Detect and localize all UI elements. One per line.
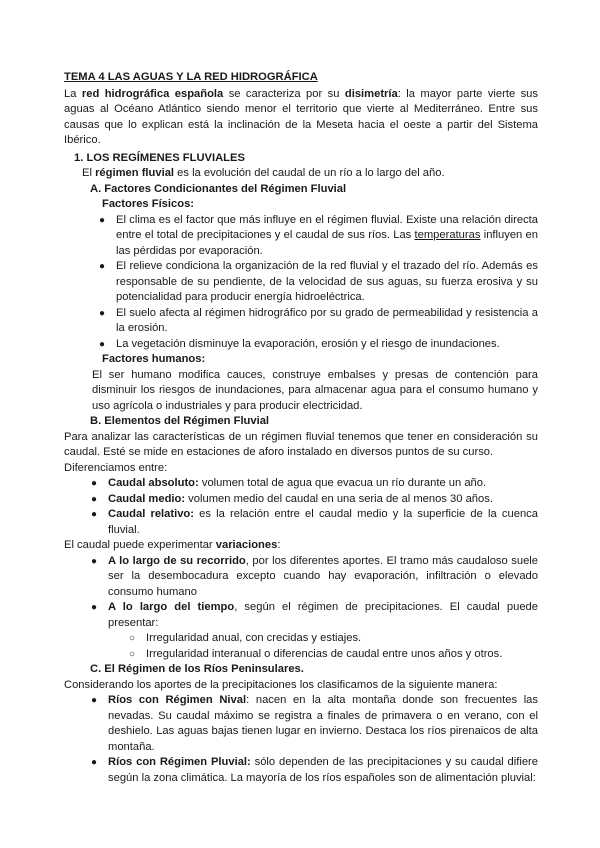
list-item: ● El suelo afecta al régimen hidrográfico por su grado de permeabilidad y resistencia a la erosión. — [99, 306, 538, 334]
list-item: ○ Irregularidad interanual o diferencias de caudal entre unos años y otros. — [146, 647, 538, 663]
section-1-heading: 1. LOS REGÍMENES FLUVIALES — [74, 151, 245, 164]
intro-bold-term: red hidrográfica española — [81, 87, 224, 100]
list-item: ● Ríos con Régimen Pluvial: sólo dependen de las precipitaciones y su caudal difiere según la zona climática. La mayoría de los ríos españoles son de alimentación pluvial: — [91, 756, 538, 784]
list-item: ● Ríos con Régimen Nival: nacen en la alta montaña donde son frecuentes las nevadas. Su caudal máximo se registra a finales de primavera o en verano, con el deshielo. Las aguas bajas tienen lugar en invierno. Destaca los ríos pirenaicos de alta montaña. — [91, 694, 538, 753]
regimen-definition: El régimen fluvial es la evolución del caudal de un río a lo largo del año. — [82, 167, 445, 179]
intro-paragraph: La red hidrográfica española se caracteriza por su disimetría: la mayor parte vierte sus aguas al Océano Atlántico siendo menor el territorio que vierte al Mediterráneo. Entre sus causas que lo explican está la inclinación de la Meseta hacia el oeste a partir del Sistema Ibérico. — [64, 87, 538, 146]
bullet-icon: ● — [91, 509, 98, 520]
bullet-icon: ● — [99, 338, 106, 350]
factores-humanos-heading: Factores humanos: — [102, 353, 206, 365]
circle-bullet-icon: ○ — [129, 633, 136, 644]
list-item: ● A lo largo de su recorrido, por los diferentes aportes. El tramo más caudaloso suele ser la desembocadura excepto cuando hay evaporación, infiltración o elevado consumo humano — [91, 554, 538, 598]
factores-fisicos-heading: Factores Físicos: — [102, 198, 195, 210]
bullet-icon: ● — [91, 602, 98, 613]
circle-bullet-icon: ○ — [129, 648, 136, 660]
regimen-rios-list — [64, 693, 538, 786]
list-item: ● Caudal absoluto: volumen total de agua que evacua un río durante un año. — [108, 476, 538, 492]
section-c-intro: Considerando los aportes de la precipitaciones los clasificamos de la siguiente manera: — [64, 678, 498, 691]
section-b-diferenciamos: Diferenciamos entre: — [64, 461, 168, 474]
section-c-heading: C. El Régimen de los Ríos Peninsulares. — [90, 663, 304, 675]
list-item: ● El relieve condiciona la organización de la red fluvial y el trazado del río. Además es responsable de su pendiente, de la velocidad de sus aguas, su fuerza erosiva y su potencialidad para producir energía hidroeléctrica. — [99, 260, 538, 303]
document-title: TEMA 4 LAS AGUAS Y LA RED HIDROGRÁFICA — [64, 71, 318, 83]
bullet-icon: ● — [99, 261, 106, 272]
bullet-icon: ● — [91, 695, 98, 706]
factores-humanos-text: El ser humano modifica cauces, construye embalses y presas de contención para disminuir los riesgos de inundaciones, para almacenar agua para el consumo humano y uso agrícola o industriales y para producir electricidad. — [92, 368, 538, 412]
list-item: ● La vegetación disminuye la evaporación, erosión y el riesgo de inundaciones. — [116, 337, 538, 353]
section-a-heading: A. Factores Condicionantes del Régimen Fluvial — [90, 182, 347, 195]
bullet-icon: ● — [99, 214, 106, 226]
variaciones-intro: El caudal puede experimentar variaciones: — [64, 539, 281, 551]
section-b-heading: B. Elementos del Régimen Fluvial — [90, 415, 270, 427]
irregularidad-list — [64, 631, 538, 662]
intro-bold-term-2: disimetría — [344, 87, 398, 100]
bullet-icon: ● — [99, 307, 106, 319]
section-b-intro: Para analizar las características de un régimen fluvial tenemos que tener en consideración su caudal. Esté se mide en estaciones de aforo instalado en diversos puntos de su curso. — [64, 430, 538, 458]
bullet-icon: ● — [91, 757, 98, 768]
caudal-list — [64, 476, 538, 538]
bullet-icon: ● — [91, 478, 98, 489]
list-item: ● A lo largo del tiempo, según el régimen de precipitaciones. El caudal puede presentar: — [91, 601, 538, 629]
list-item: ● Caudal medio: volumen medio del caudal en una seria de al menos 30 años. — [108, 492, 538, 508]
variaciones-list — [64, 554, 538, 632]
factores-fisicos-list — [64, 213, 538, 353]
bullet-icon: ● — [91, 493, 98, 505]
list-item: ○ Irregularidad anual, con crecidas y estiajes. — [146, 631, 538, 647]
bullet-icon: ● — [91, 555, 98, 567]
list-item: ● El clima es el factor que más influye en el régimen fluvial. Existe una relación directa entre el total de precipitaciones y el caudal de sus ríos. Las temperaturas influyen en las pérdidas por evaporación. — [99, 213, 538, 257]
list-item: ● Caudal relativo: es la relación entre el caudal medio y la superficie de la cuenca fluvial. — [91, 508, 538, 536]
underlined-term: temperaturas — [414, 229, 481, 241]
